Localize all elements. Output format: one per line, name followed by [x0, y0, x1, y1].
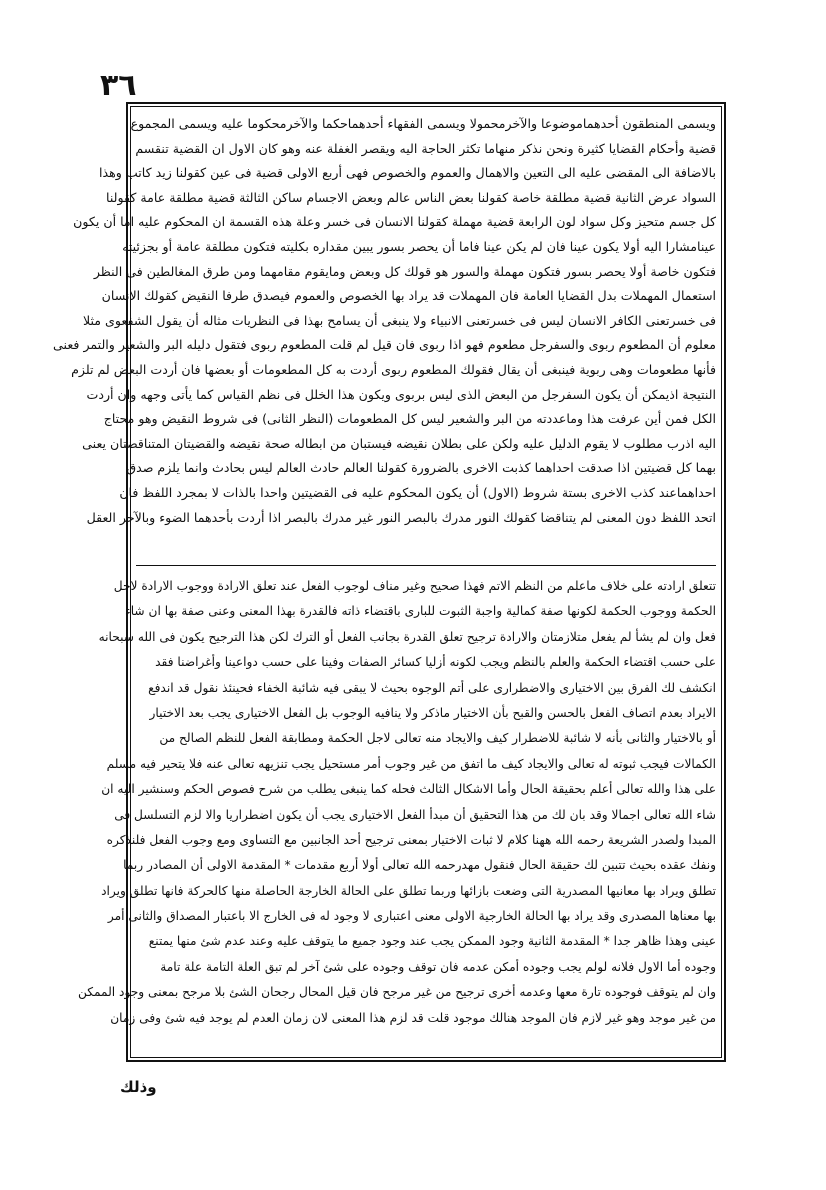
commentary-text-block: [77, 574, 716, 1031]
main-text-line: السواد عرض الثانية قضية مطلقة خاصة كقولنا بعض الناس عالم وبعض الاجسام ساكن الثالثة قضية مطلقة عامة كقولنا: [106, 189, 716, 205]
commentary-text-line: عينى وهذا ظاهر جدا * المقدمة الثانية وجود الممكن يجب عند وجود جميع ما يتوقف عليه وعند عدم شئ منها يمتنع: [148, 934, 716, 949]
catchword: وذلك: [120, 1078, 157, 1096]
main-text-line: كل جسم متحيز وكل سواد لون الرابعة قضية مهملة كقولنا الانسان فى خسر وعلة هذه القسمة ان المحكوم عليه اما أن يكون: [73, 214, 716, 230]
commentary-text-line: الكمالات فيجب ثبوته له تعالى والايجاد كيف ما اتفق من غير وجوب أمر مستحيل يجب تنزيهه تعالى عنه فلا يتحير فيه مسلم: [106, 756, 716, 771]
main-text-line: فتكون خاصة أولا يحصر بسور فتكون مهملة والسور هو قولك كل وبعض ومايقوم مقامهما ومن طرق المغالطين فى النظر: [93, 263, 716, 279]
section-divider: [136, 565, 716, 566]
commentary-text-line: على حسب اقتضاء الحكمة والعلم بالنظم ويجب لكونه أزليا كسائر الصفات وفينا على حسب دواعينا وأغراضنا فقد: [155, 655, 716, 670]
main-text-line: الكل فمن أين عرفت هذا وماعددته من البر والشعير ليس كل المطعومات (النظر الثانى) فى شروط النقيض وهو محتاج: [103, 411, 716, 427]
commentary-text-line: تتعلق ارادته على خلاف ماعلم من النظم الاتم فهذا صحيح وغير مناف لوجوب الفعل عند تعلق الارادة ووجوب الارادة لاجل: [113, 579, 716, 593]
main-text-line: عينامشارا اليه أولا يكون عينا فان لم يكن عينا فاما أن يحصر بسور يبين مقداره بكليته فتكون مطلقة عامة أو بجزئيته: [122, 238, 716, 254]
commentary-text-line: الحكمة ووجوب الحكمة لكونها صفة كمالية واجبة الثبوت للبارى باقتضاء ذاته فالقدرة بهذا المعنى وعنى صفة بها ان شاء: [124, 604, 716, 619]
main-text-line: بالاضافة الى المقضى عليه الى التعين والاهمال والعموم والخصوص فهى أربع الاولى قضية فى عين كقولنا زيد كاتب وهذا: [99, 165, 716, 181]
main-text-line: فأنها مطعومات وهى ربوية فينبغى أن يقال فقولك المطعوم ربوى أردت به كل المطعومات أو بعضها فان أردت البعض لم تلزم: [71, 361, 716, 377]
main-text-line: النتيجة اذيمكن أن يكون السفرجل من البعض الذى ليس بربوى ويكون هذا الخلل فى نظم القياس كما يأتى وجهه وان أردت: [86, 386, 716, 402]
commentary-text-line: فعل وان لم يشأ لم يفعل متلازمتان والارادة ترجيح تعلق القدرة بجانب الفعل أو الترك لكن هذا الترجيح يكون فى الله سبحانه: [98, 629, 716, 644]
main-text-line: فى خسرتعنى الكافر الانسان ليس فى خسرتعنى الانبياء ولا ينبغى أن يسامح بهذا فى النظريات مثاله أن يقول الشفعوى مثلا: [82, 312, 716, 328]
commentary-text-line: وجوده أما الاول فلانه لولم يجب وجوده أمكن عدمه فان توقف وجوده على شئ آخر لم تبق العلة التامة علة تامة: [160, 959, 716, 974]
main-text-line: اتحد اللفظ دون المعنى لم يتناقضا كقولك النور مدرك بالبصر النور غير مدرك بالبصر اذا أردت بأحدهما الضوء وبالآخر العقل: [86, 509, 716, 525]
commentary-text-line: على هذا والله تعالى أعلم بحقيقة الحال وأما الاشكال الثالث فحله كما ينبغى يطلب من شرح فصوص الحكم وسنشير اليه ان: [101, 782, 716, 797]
main-text-line: استعمال المهملات بدل القضايا العامة فان المهملات قد يراد بها الخصوص والعموم فيصدق طرفا النقيض كقولك الانسان: [101, 288, 716, 304]
main-text-line: بهما كل قضيتين اذا صدقت احداهما كذبت الاخرى بالضرورة كقولنا العالم حادث العالم ليس بحادث وانما يلزم صدق: [126, 460, 716, 476]
main-text-line: ويسمى المنطقون أحدهماموضوعا والآخرمحمولا ويسمى الفقهاء أحدهماحكما والآخرمحكوما عليه ويسمى المجموع: [130, 116, 716, 131]
commentary-text-line: ونفك عقده بحيث تتبين لك حقيقة الحال فنقول مهدرحمه الله تعالى أولا أربع مقدمات * المقدمة الاولى أن المصادر ربما: [123, 858, 716, 873]
commentary-text-line: وان لم يتوقف فوجوده تارة معها وعدمه أخرى ترجيح من غير مرجح فان قيل المحال رجحان الشئ بلا مرجح بمعنى وجود الممكن: [77, 985, 716, 1000]
page-number: ٣٦: [100, 68, 137, 103]
commentary-text-line: شاء الله تعالى اجمالا وقد بان لك من هذا التحقيق أن مبدأ الفعل الاختيارى يجب أن يكون اضطراريا والا لزم التسلسل فى: [114, 807, 716, 822]
commentary-text-line: الايراد بعدم اتصاف الفعل بالحسن والقبح بأن الاختيار ماذكر ولا ينافيه الوجوب بل الفعل الاختيارى يجب بعد الاختيار: [149, 705, 716, 720]
commentary-text-line: انكشف لك الفرق بين الاختيارى والاضطرارى على أتم الوجوه بحيث لا يبقى فيه شائبة الخفاء فحينئذ نقول قد اندفع: [148, 680, 716, 695]
commentary-text-line: بها معناها المصدرى وقد يراد بها الحالة الخارجية الاولى معنى اعتبارى لا وجود له فى الخارج الا باعتبار المصداق والثانى أمر: [107, 909, 716, 924]
main-text-line: معلوم أن المطعوم ربوى والسفرجل مطعوم فهو اذا ربوى فان قيل لم قلت المطعوم ربوى فتقول دليله البر والشعير والتمر فعنى: [53, 337, 716, 353]
commentary-text-line: أو بالاختيار والثانى بأنه لا شائبة للاضطرار كيف والايجاد منه تعالى لاجل الحكمة ومطابقة الفعل للنظم الصالح من: [159, 731, 716, 746]
commentary-text-line: المبدا ولصدر الشريعة رحمه الله ههنا كلام لا ثبات الاختيار بمعنى ترجيح أحد الجانبين مع التساوى ومع وجوب الفعل فلنذكره: [106, 832, 716, 847]
main-text-line: اليه اذرب مطلوب لا يقوم الدليل عليه ولكن على بطلان نقيضه فيستبان من ابطاله صحة نقيضه والقضيتان المتناقضتان يعنى: [82, 435, 716, 451]
commentary-text-line: تطلق ويراد بها معانيها المصدرية التى وضعت بازائها وربما تطلق على الحالة الخارجة الحاصلة منها كالحركة فانها تطلق ويراد: [101, 883, 716, 898]
main-text-block: [53, 112, 716, 530]
main-text-line: احداهماعند كذب الاخرى بستة شروط (الاول) أن يكون المحكوم عليه فى القضيتين واحدا بالذات لا بمجرد اللفظ فان: [119, 484, 716, 500]
main-text-line: قضية وأحكام القضايا كثيرة ونحن نذكر منهاما تكثر الحاجة اليه ويقصر الغفلة عنه وهو كان الاول ان القضية تنقسم: [135, 140, 716, 156]
commentary-text-line: من غير موجد وهو غير لازم فان الموجد هنالك موجود قلت قد لزم هذا المعنى لان زمان العدم لم يوجد فيه شئ وفى زمان: [110, 1010, 716, 1025]
